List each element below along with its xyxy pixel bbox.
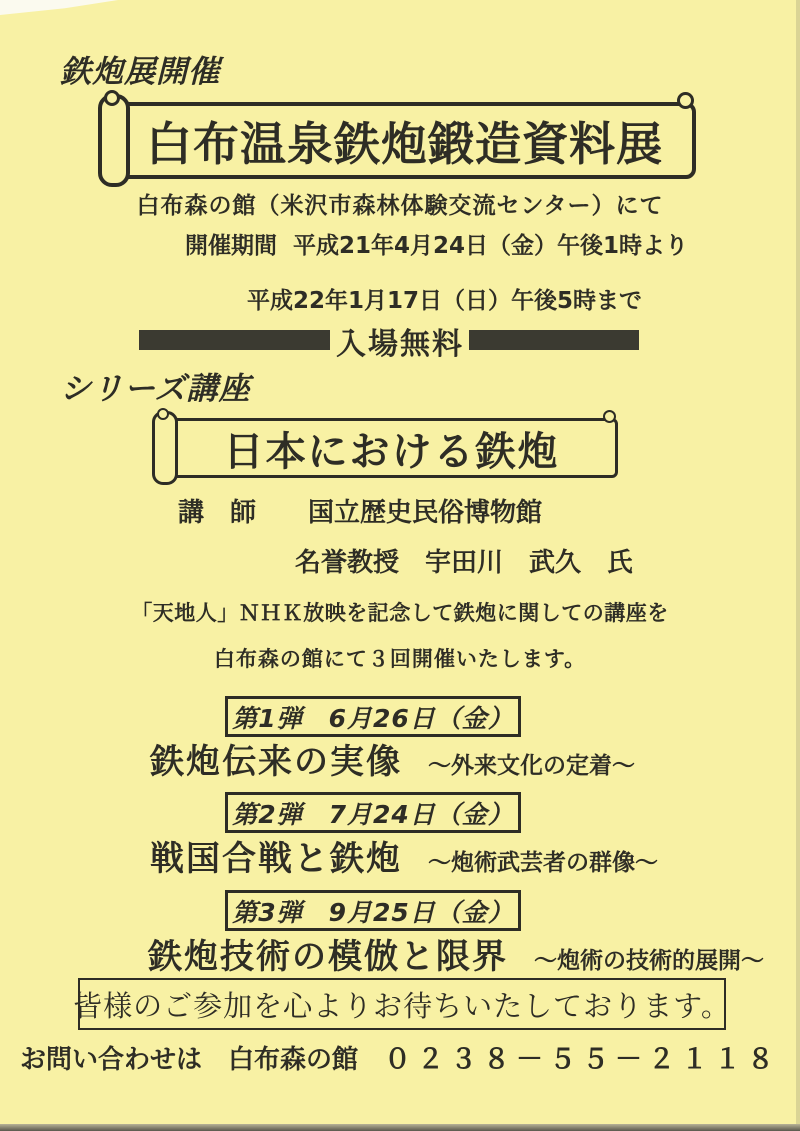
scroll-left-roll: [152, 411, 178, 485]
scroll-curl-icon: [157, 408, 169, 420]
scroll-curl-icon: [603, 410, 616, 423]
scroll-left-roll: [98, 94, 130, 187]
period-to: 平成22年1月17日（日）午後5時まで: [247, 288, 643, 314]
session-3-subtitle: ～炮術の技術的展開～: [534, 948, 764, 974]
admission-label: 入場無料: [336, 327, 464, 362]
exhibition-title-scroll: [98, 93, 696, 188]
session-1-subtitle: ～外来文化の定着～: [428, 753, 635, 779]
session-1-title: 鉄炮伝来の実像: [150, 742, 402, 782]
period-from-row: [185, 227, 688, 260]
scan-edge-artifact: [796, 0, 800, 1131]
session-2-subtitle: ～炮術武芸者の群像～: [428, 850, 658, 876]
intro-line-2: 白布森の館にて３回開催いたします。: [213, 647, 587, 671]
session-2-title-row: [150, 831, 658, 880]
series-label: シリーズ講座: [60, 371, 251, 407]
lecture-title-scroll: [152, 411, 618, 485]
lecturer-role: 講 師: [178, 498, 257, 528]
contact-row: [0, 1037, 800, 1076]
lecture-title: 日本における鉄炮: [223, 427, 560, 475]
scan-edge-artifact: [0, 1124, 800, 1131]
lecturer-row: [178, 492, 542, 529]
scroll-body: [165, 418, 618, 478]
closing-message: 皆様のご参加を心よりお待ちいたしております。: [73, 988, 731, 1023]
period-from: 平成21年4月24日（金）午後1時より: [293, 233, 689, 259]
session-3-title: 鉄炮技術の模倣と限界: [148, 937, 508, 977]
scan-edge-artifact: [0, 0, 118, 15]
venue-line: 白布森の館（米沢市森林体験交流センター）にて: [136, 193, 664, 219]
session-2-date-badge: 第2弾 7月24日（金）: [225, 792, 521, 833]
scroll-body: [113, 102, 696, 179]
admission-bar-right: [469, 330, 639, 350]
session-3-title-row: [148, 929, 764, 978]
lecturer-name: 名誉教授 宇田川 武久 氏: [295, 548, 634, 578]
exhibition-announcement-label: 鉄炮展開催: [60, 54, 220, 90]
scroll-curl-icon: [104, 90, 120, 106]
contact-name: 白布森の館: [228, 1045, 359, 1075]
closing-message-box: [73, 978, 731, 1030]
scroll-curl-icon: [677, 92, 694, 109]
contact-label: お問い合わせは: [19, 1045, 202, 1075]
exhibition-title: 白布温泉鉄炮鍛造資料展: [146, 116, 663, 171]
contact-phone: ０２３８－５５－２１１８: [384, 1044, 781, 1075]
session-1-title-row: [150, 734, 635, 783]
period-label: 開催期間: [185, 233, 277, 259]
intro-line-1: 「天地人」ＮＨＫ放映を記念して鉄炮に関しての講座を: [131, 601, 669, 625]
session-3-date-badge: 第3弾 9月25日（金）: [225, 890, 521, 931]
lecturer-org: 国立歴史民俗博物館: [308, 498, 543, 528]
session-2-title: 戦国合戦と鉄炮: [150, 839, 402, 879]
session-1-date-badge: 第1弾 6月26日（金）: [225, 696, 521, 737]
